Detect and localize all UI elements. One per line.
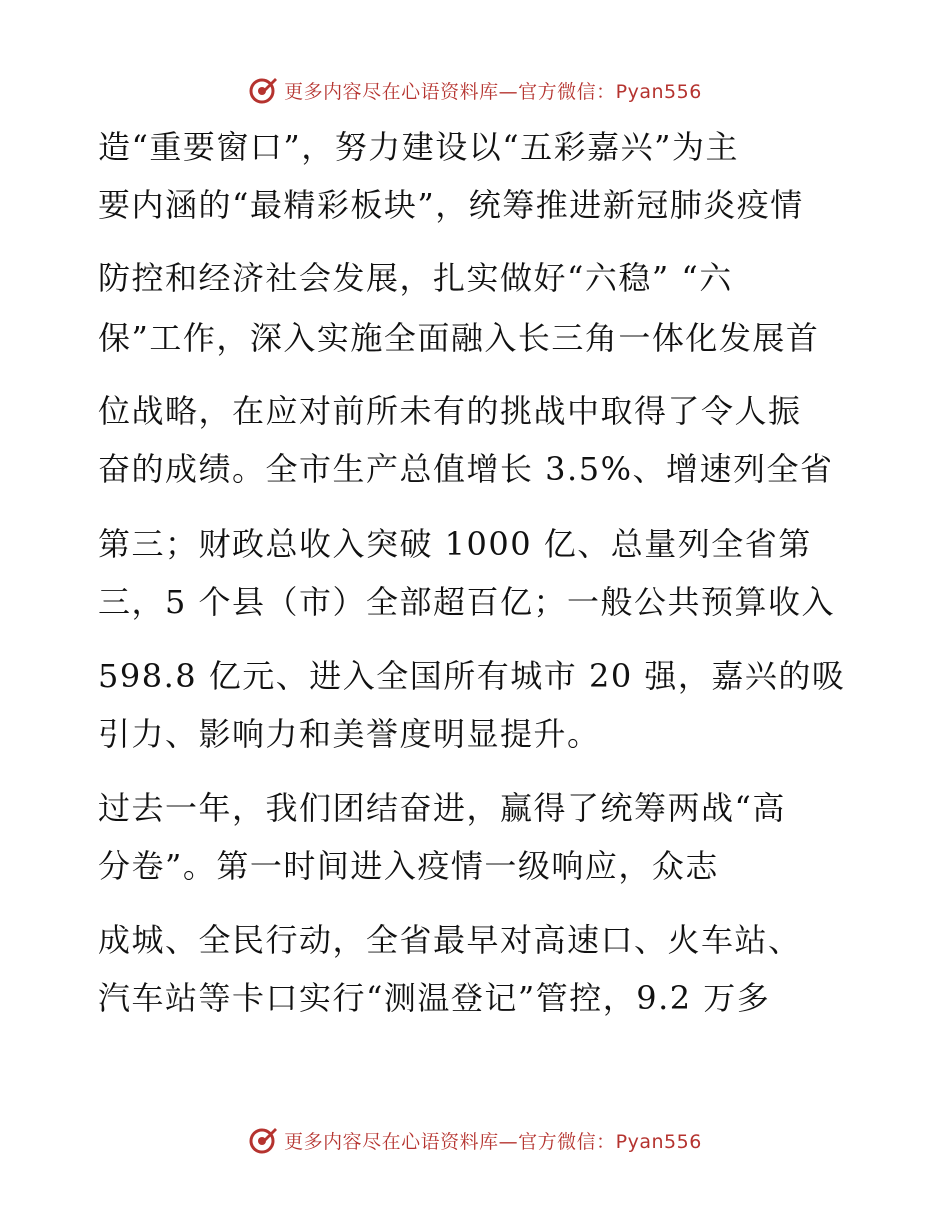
body-line: 三，5 个县（市）全部超百亿；一般公共预算收入	[98, 583, 836, 621]
body-line: 要内涵的“最精彩板块”，统筹推进新冠肺炎疫情	[98, 186, 804, 224]
body-line: 奋的成绩。全市生产总值增长 3.5%、增速列全省	[98, 450, 834, 488]
body-line: 保”工作，深入实施全面融入长三角一体化发展首	[98, 319, 820, 357]
header-site-text: 更多内容尽在心语资料库	[284, 80, 499, 103]
body-line: 过去一年，我们团结奋进，赢得了统筹两战“高	[98, 789, 786, 827]
footer-site-text: 更多内容尽在心语资料库	[284, 1130, 499, 1153]
pen-nib-circle-icon	[248, 1125, 278, 1155]
body-line: 造“重要窗口”，努力建设以“五彩嘉兴”为主	[98, 128, 739, 166]
header-separator: —	[498, 80, 519, 103]
body-line: 第三；财政总收入突破 1000 亿、总量列全省第	[98, 525, 812, 563]
footer-banner-text	[284, 1127, 702, 1154]
body-line: 分卷”。第一时间进入疫情一级响应，众志	[98, 847, 719, 885]
body-line: 598.8 亿元、进入全国所有城市 20 强，嘉兴的吸	[98, 657, 846, 695]
footer-separator: —	[498, 1130, 519, 1153]
header-wechat-text: 官方微信：Pyan556	[518, 80, 702, 103]
footer-banner	[0, 1120, 950, 1160]
body-line: 汽车站等卡口实行“测温登记”管控，9.2 万多	[98, 979, 771, 1017]
footer-wechat-text: 官方微信：Pyan556	[518, 1130, 702, 1153]
body-line: 成城、全民行动，全省最早对高速口、火车站、	[98, 921, 802, 959]
body-line: 引力、影响力和美誉度明显提升。	[98, 715, 601, 753]
body-line: 位战略，在应对前所未有的挑战中取得了令人振	[98, 392, 802, 430]
body-line: 防控和经济社会发展，扎实做好“六稳” “六	[98, 259, 733, 297]
